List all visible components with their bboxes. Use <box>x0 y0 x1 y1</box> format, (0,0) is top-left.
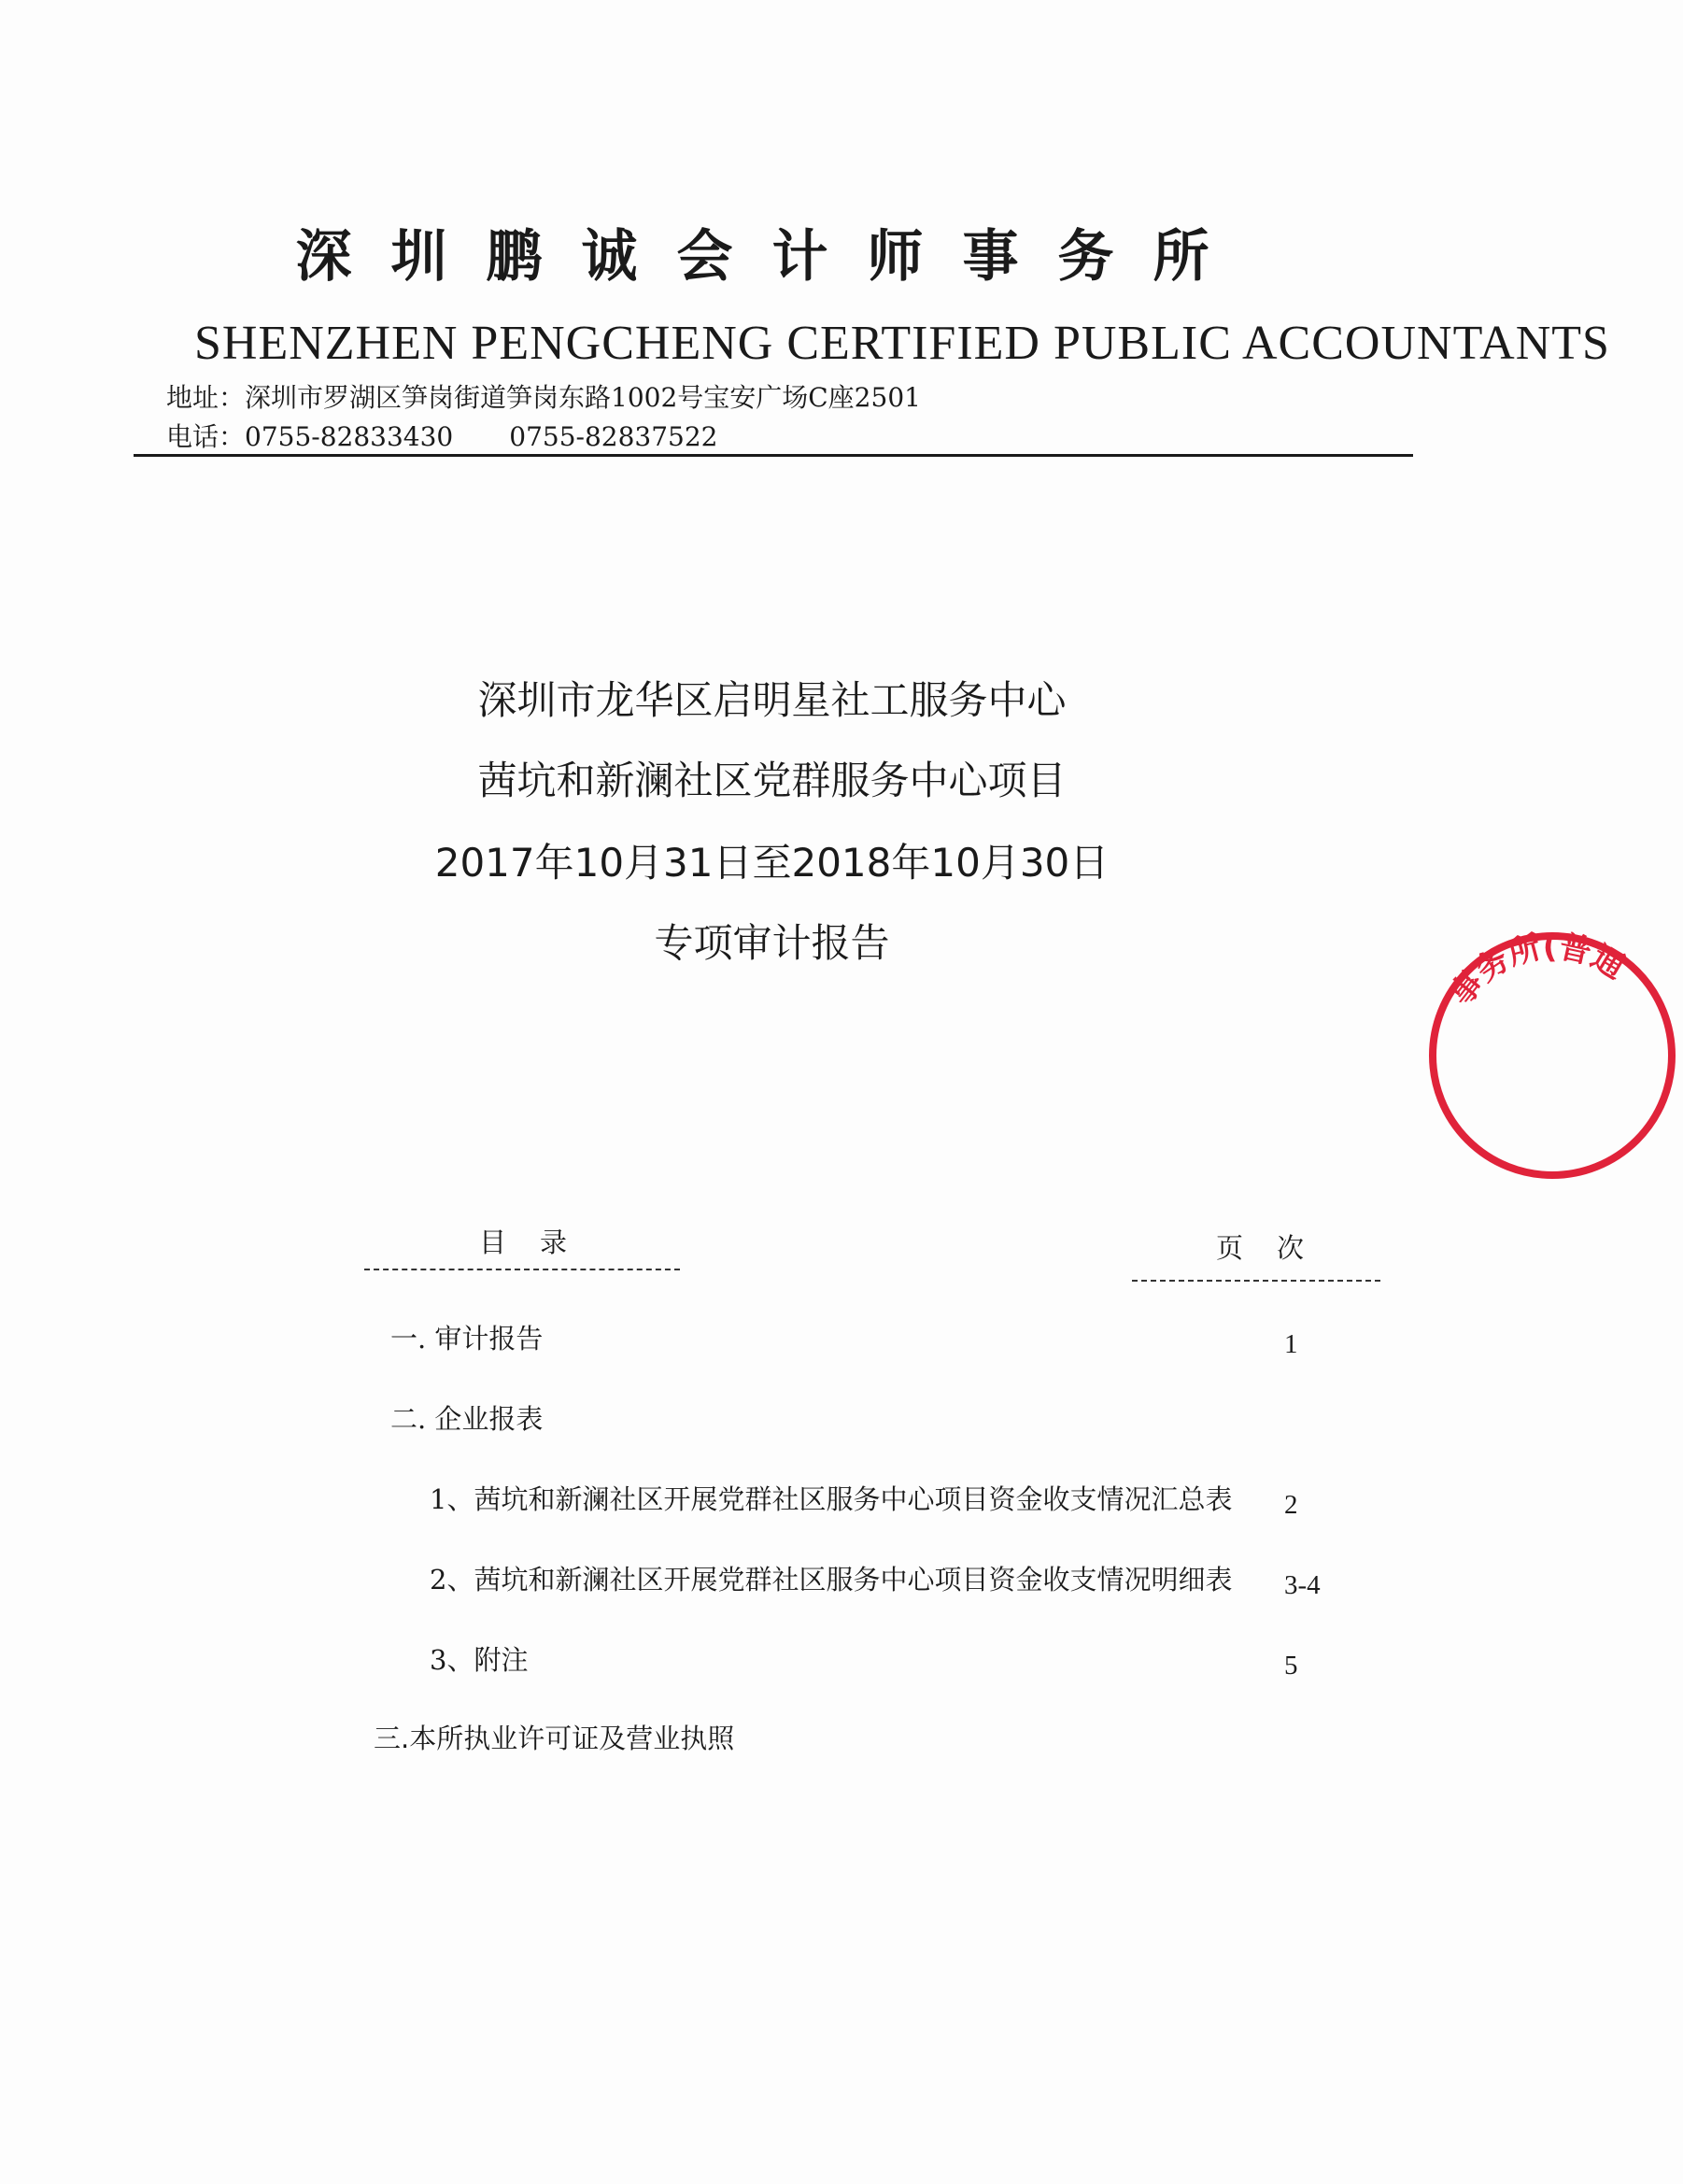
toc-page-summary-table: 2 <box>1284 1490 1298 1520</box>
toc-item-summary-table: 1、茜坑和新澜社区开展党群社区服务中心项目资金收支情况汇总表 <box>430 1483 1233 1515</box>
toc-item-detail-table: 2、茜坑和新澜社区开展党群社区服务中心项目资金收支情况明细表 <box>430 1564 1233 1595</box>
firm-name-cn: 深圳鹏诚会计师事务所 <box>295 224 1249 290</box>
report-title-period: 2017年10月31日至2018年10月30日 <box>434 840 1110 886</box>
phone-label: 电话： <box>166 421 246 452</box>
phone-number-2: 0755-82837522 <box>509 421 718 452</box>
firm-address: 地址：深圳市罗湖区笋岗街道笋岗东路1002号宝安广场C座2501 <box>166 382 921 413</box>
report-title-entity: 深圳市龙华区启明星社工服务中心 <box>477 677 1067 723</box>
toc-header-page: 页次 <box>1216 1232 1338 1264</box>
toc-header-contents: 目录 <box>479 1227 601 1258</box>
toc-item-licenses: 三.本所执业许可证及营业执照 <box>374 1723 735 1754</box>
toc-page-detail-table: 3-4 <box>1284 1570 1321 1600</box>
toc-item-notes: 3、附注 <box>430 1644 529 1676</box>
report-title-project: 茜坑和新澜社区党群服务中心项目 <box>477 758 1067 803</box>
phone-number-1: 0755-82833430 <box>245 421 454 452</box>
toc-item-audit-report: 一. 审计报告 <box>390 1323 544 1354</box>
letterhead-divider <box>134 454 1413 457</box>
toc-page-audit-report: 1 <box>1284 1329 1298 1359</box>
toc-header-underline-left <box>364 1269 680 1270</box>
toc-page-notes: 5 <box>1284 1651 1298 1681</box>
toc-item-statements: 二. 企业报表 <box>390 1403 544 1435</box>
company-seal <box>1421 925 1683 1186</box>
report-title-type: 专项审计报告 <box>654 920 890 966</box>
firm-phone <box>166 420 717 454</box>
seal-text: 事务所(普通 <box>1442 928 1632 1014</box>
firm-name-en: SHENZHEN PENGCHENG CERTIFIED PUBLIC ACCOUNTANTS <box>194 317 1610 370</box>
toc-header-underline-right <box>1132 1280 1380 1282</box>
